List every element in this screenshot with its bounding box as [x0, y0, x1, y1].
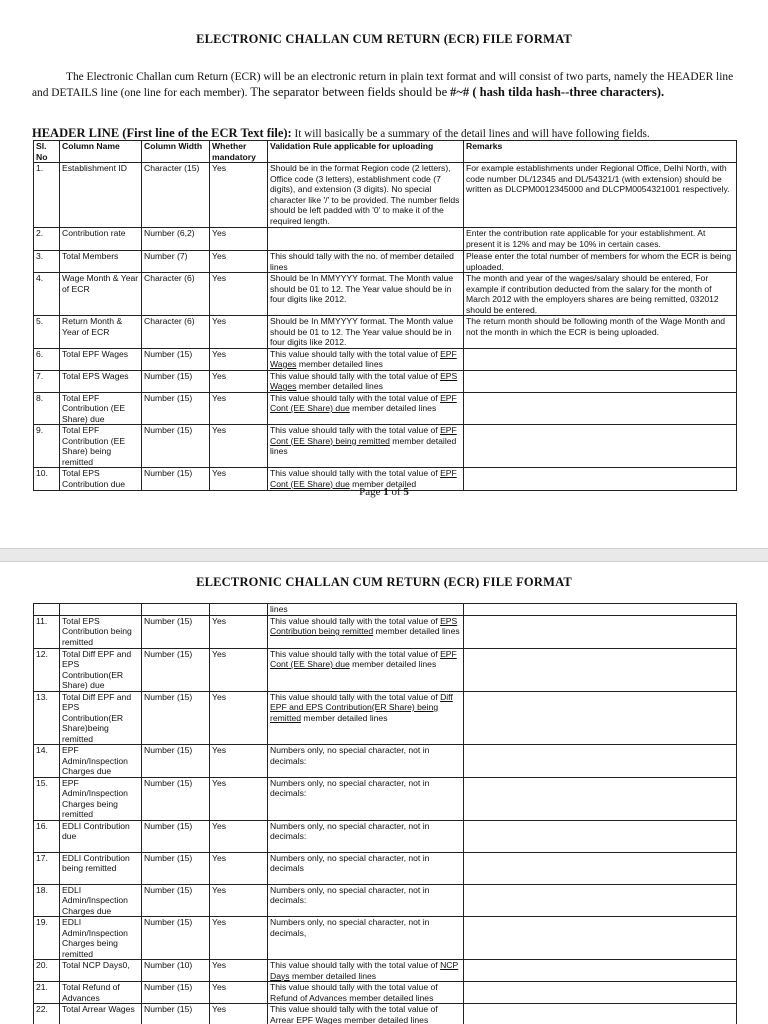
cell-sl: 16.: [34, 820, 60, 852]
column-header-column-width: Column Width: [142, 141, 210, 163]
cell-mandatory: Yes: [210, 884, 268, 917]
rule-text-end: member detailed lines: [301, 712, 388, 723]
rule-field-ref: EPF Wages: [270, 348, 457, 369]
cell-rule: [268, 691, 464, 745]
page-title: ELECTRONIC CHALLAN CUM RETURN (ECR) FILE FORMAT: [196, 32, 572, 46]
table-row: [34, 425, 737, 468]
cell-mandatory: Yes: [210, 273, 268, 316]
cell-name: EDLI Contribution due: [60, 820, 142, 852]
cell-name: Total EPS Contribution being remitted: [60, 615, 142, 648]
rule-text-end: member detailed lines: [373, 626, 460, 636]
cell-sl: 7.: [34, 370, 60, 392]
rule-field-ref: EPF Cont (EE Share) due: [270, 392, 457, 413]
cell-rule: [268, 370, 464, 392]
cell-mandatory: Yes: [210, 960, 268, 982]
rule-field-ref: Arrear EPF Wages: [270, 1014, 342, 1024]
page-of: of: [391, 486, 401, 498]
cell-remarks: [464, 745, 737, 778]
cell-name: Total Members: [60, 251, 142, 273]
rule-field-ref: Diff EPF and EPS Contribution(ER Share) being remitted: [270, 691, 453, 723]
cell-remarks: [464, 820, 737, 852]
cell-sl: 21.: [34, 982, 60, 1004]
intro-paragraph: [32, 70, 737, 101]
cell-sl: 18.: [34, 884, 60, 917]
page-title: ELECTRONIC CHALLAN CUM RETURN (ECR) FILE FORMAT: [196, 575, 572, 589]
cell-rule: [268, 392, 464, 425]
cell-rule: Should be In MMYYYY format. The Month value should be 01 to 12. The Year value should be in four digits like 2012.: [268, 273, 464, 316]
rule-text: This value should tally with the total value of: [270, 648, 441, 659]
cell-name: Contribution rate: [60, 228, 142, 251]
cell-sl: 22.: [34, 1004, 60, 1024]
cell-sl: 2.: [34, 228, 60, 251]
cell-width: Number (15): [142, 884, 210, 917]
cell-sl: 3.: [34, 251, 60, 273]
cell-mandatory: Yes: [210, 1004, 268, 1024]
document-page-2: [0, 562, 768, 1024]
cell-rule: This should tally with the no. of member detailed lines: [268, 251, 464, 273]
cell-sl: 15.: [34, 777, 60, 820]
cell-rule: [268, 648, 464, 691]
rule-text: This value should tally with the total value of: [270, 1004, 438, 1014]
cell-name: Total Diff EPF and EPS Contribution(ER Share) due: [60, 648, 142, 691]
cell-remarks: [464, 982, 737, 1004]
cell-width: Number (15): [142, 820, 210, 852]
cell-rule: lines: [268, 604, 464, 616]
rule-field-ref: EPF Cont (EE Share) due: [270, 468, 457, 489]
cell-width: Number (15): [142, 917, 210, 960]
cell-mandatory: Yes: [210, 228, 268, 251]
cell-width: Number (15): [142, 425, 210, 468]
cell-remarks: The month and year of the wages/salary should be entered, For example if contribution deducted from the salary for the month of March 2012 with the employers shares are being remitted, 032012 should be entered.: [464, 273, 737, 316]
cell-mandatory: Yes: [210, 648, 268, 691]
cell-mandatory: Yes: [210, 316, 268, 349]
cell-name: Total Diff EPF and EPS Contribution(ER Share)being remitted: [60, 691, 142, 745]
table-row: [34, 691, 737, 745]
cell-rule: [268, 960, 464, 982]
page-label: Page: [359, 486, 381, 498]
cell-name: Establishment ID: [60, 163, 142, 228]
cell-rule: Numbers only, no special character, not in decimals: [268, 852, 464, 884]
cell-name: Total Refund of Advances: [60, 982, 142, 1004]
cell-sl: 4.: [34, 273, 60, 316]
cell-sl: 1.: [34, 163, 60, 228]
table-row: [34, 745, 737, 778]
intro-separator-value: #~# ( hash tilda hash--three characters).: [450, 85, 665, 99]
cell-remarks: [464, 370, 737, 392]
cell-width: Number (15): [142, 392, 210, 425]
table-row: [34, 960, 737, 982]
cell-sl: 8.: [34, 392, 60, 425]
cell-mandatory: Yes: [210, 251, 268, 273]
cell-rule: [268, 228, 464, 251]
cell-name: EDLI Admin/Inspection Charges due: [60, 884, 142, 917]
cell-width: Character (15): [142, 163, 210, 228]
cell-name: EPF Admin/Inspection Charges being remitted: [60, 777, 142, 820]
page-number: [0, 486, 768, 498]
cell-remarks: [464, 648, 737, 691]
rule-text-end: member detailed lines: [270, 435, 457, 456]
cell-sl: 5.: [34, 316, 60, 349]
cell-name: Total EPF Wages: [60, 348, 142, 370]
cell-remarks: [464, 392, 737, 425]
cell-width: Number (15): [142, 852, 210, 884]
cell-rule: Numbers only, no special character, not in decimals:: [268, 745, 464, 778]
cell-mandatory: Yes: [210, 370, 268, 392]
cell-mandatory: Yes: [210, 982, 268, 1004]
table-row: [34, 370, 737, 392]
table-row: [34, 917, 737, 960]
table-row: [34, 1004, 737, 1024]
cell-rule: [268, 348, 464, 370]
rule-text-end: member detailed lines: [289, 970, 377, 981]
column-header-validation-rule: Validation Rule applicable for uploading: [268, 141, 464, 163]
table-header-row: [34, 141, 737, 163]
rule-text-end: member detailed lines: [349, 403, 437, 413]
cell-name: Total EPF Contribution (EE Share) due: [60, 392, 142, 425]
rule-field-ref: EPF Cont (EE Share) being remitted: [270, 425, 457, 446]
table-row: [34, 852, 737, 884]
cell-name: Total EPS Wages: [60, 370, 142, 392]
cell-remarks: [464, 425, 737, 468]
rule-text-end: member detailed lines: [349, 659, 437, 669]
rule-text-end: member detailed lines: [296, 359, 383, 369]
header-fields-table: [33, 140, 737, 491]
table-row: [34, 982, 737, 1004]
cell-mandatory: Yes: [210, 615, 268, 648]
cell-width: Number (15): [142, 691, 210, 745]
rule-field-ref: EPF Cont (EE Share) due: [270, 648, 457, 669]
rule-text: This value should tally with the total value of: [270, 348, 441, 359]
table-row: [34, 648, 737, 691]
cell-name: EDLI Contribution being remitted: [60, 852, 142, 884]
rule-text: This value should tally with the total value of: [270, 468, 441, 478]
table-row: [34, 163, 737, 228]
cell-name: Return Month & Year of ECR: [60, 316, 142, 349]
cell-mandatory: Yes: [210, 468, 268, 491]
rule-text-end: member detailed lines: [296, 381, 383, 391]
header-line-heading-rest: It will basically be a summary of the detail lines and will have following fields.: [294, 128, 650, 140]
cell-remarks: Enter the contribution rate applicable for your establishment. At present it is 12% and may be 10% in certain cases.: [464, 228, 737, 251]
table-row: [34, 392, 737, 425]
rule-text-end: member detailed lines: [341, 1014, 429, 1024]
cell-name: Total NCP Days0,: [60, 960, 142, 982]
column-header-column-name: Column Name: [60, 141, 142, 163]
cell-mandatory: Yes: [210, 425, 268, 468]
cell-width: Number (15): [142, 745, 210, 778]
page-total: 5: [403, 486, 409, 498]
cell-remarks: [464, 884, 737, 917]
cell-remarks: For example establishments under Regional Office, Delhi North, with code number DL/12345 and DL/54321/1 (with extension) should be written as DLCPM0012345000 and DLCPM0054321001 respectively.: [464, 163, 737, 228]
cell-rule: Numbers only, no special character, not in decimals:: [268, 884, 464, 917]
cell-remarks: [464, 960, 737, 982]
rule-text: This value should tally with the total value of: [270, 960, 441, 970]
header-fields-table-continued: [33, 603, 737, 1024]
cell-mandatory: Yes: [210, 777, 268, 820]
rule-field-ref: NCP Days: [270, 960, 459, 981]
column-header-remarks: Remarks: [464, 141, 737, 163]
table-row: [34, 251, 737, 273]
rule-text: This value should tally with the total value of: [270, 425, 441, 435]
cell-rule: This value should tally with the total value of Refund of Advances member detailed lines: [268, 982, 464, 1004]
cell-remarks: [464, 1004, 737, 1024]
rule-field-ref: EPS Wages: [270, 370, 458, 391]
cell-rule: [268, 615, 464, 648]
table-row: [34, 316, 737, 349]
cell-sl: 17.: [34, 852, 60, 884]
rule-text: This value should tally with the total value of: [270, 691, 441, 702]
cell-width: Number (15): [142, 1004, 210, 1024]
cell-remarks: [464, 615, 737, 648]
rule-text: This value should tally with the total value of: [270, 392, 441, 403]
cell-rule: [268, 1004, 464, 1024]
cell-name: Total EPS Contribution due: [60, 468, 142, 491]
intro-separator-text: The separator between fields should be: [250, 85, 448, 99]
cell-rule: Numbers only, no special character, not in decimals,: [268, 917, 464, 960]
cell-sl: 12.: [34, 648, 60, 691]
cell-width: Number (15): [142, 348, 210, 370]
cell-mandatory: Yes: [210, 392, 268, 425]
cell-rule: Numbers only, no special character, not in decimals:: [268, 820, 464, 852]
table-row-continuation: [34, 604, 737, 616]
cell-mandatory: Yes: [210, 820, 268, 852]
cell-remarks: [464, 917, 737, 960]
header-line-heading: [32, 126, 752, 141]
cell-sl: 19.: [34, 917, 60, 960]
page-current: 1: [383, 486, 389, 498]
column-header-mandatory: Whether mandatory: [210, 141, 268, 163]
cell-width: Number (15): [142, 648, 210, 691]
cell-mandatory: Yes: [210, 852, 268, 884]
cell-width: Character (6): [142, 316, 210, 349]
cell-rule: Should be In MMYYYY format. The Month value should be 01 to 12. The Year value should be in four digits like 2012.: [268, 316, 464, 349]
cell-remarks: [464, 691, 737, 745]
cell-sl: 11.: [34, 615, 60, 648]
cell-width: Number (7): [142, 251, 210, 273]
cell-name: Total EPF Contribution (EE Share) being remitted: [60, 425, 142, 468]
cell-sl: 14.: [34, 745, 60, 778]
cell-remarks: Please enter the total number of members for whom the ECR is being uploaded.: [464, 251, 737, 273]
column-header-sl-no: Sl. No: [34, 141, 60, 163]
cell-mandatory: Yes: [210, 163, 268, 228]
cell-width: Number (15): [142, 615, 210, 648]
cell-mandatory: Yes: [210, 348, 268, 370]
cell-name: Wage Month & Year of ECR: [60, 273, 142, 316]
table-row: [34, 228, 737, 251]
cell-width: Number (15): [142, 468, 210, 491]
table-row: [34, 615, 737, 648]
cell-remarks: [464, 777, 737, 820]
cell-sl: 13.: [34, 691, 60, 745]
cell-sl: 9.: [34, 425, 60, 468]
cell-width: Number (15): [142, 982, 210, 1004]
cell-width: Character (6): [142, 273, 210, 316]
cell-remarks: [464, 348, 737, 370]
cell-remarks: The return month should be following month of the Wage Month and not the month in which the ECR is being uploaded.: [464, 316, 737, 349]
cell-width: Number (6,2): [142, 228, 210, 251]
cell-width: Number (10): [142, 960, 210, 982]
cell-width: Number (15): [142, 777, 210, 820]
table-row: [34, 884, 737, 917]
rule-field-ref: EPS Contribution being remitted: [270, 615, 458, 636]
cell-rule: Numbers only, no special character, not in decimals:: [268, 777, 464, 820]
cell-rule: Should be in the format Region code (2 letters), Office code (3 letters), establishment code (7 digits), and extension (3 digits). No special character like '/' to be provided. The number fields should be left padded with '0' to make it of the required length.: [268, 163, 464, 228]
cell-sl: 20.: [34, 960, 60, 982]
table-row: [34, 348, 737, 370]
page-separator: [0, 548, 768, 562]
rule-text: This value should tally with the total value of: [270, 615, 441, 626]
cell-name: EPF Admin/Inspection Charges due: [60, 745, 142, 778]
table-row: [34, 777, 737, 820]
cell-rule: [268, 425, 464, 468]
rule-text: This value should tally with the total value of: [270, 370, 441, 381]
cell-mandatory: Yes: [210, 691, 268, 745]
cell-sl: 6.: [34, 348, 60, 370]
cell-name: EDLI Admin/Inspection Charges being remitted: [60, 917, 142, 960]
table-row: [34, 273, 737, 316]
cell-remarks: [464, 852, 737, 884]
cell-mandatory: Yes: [210, 745, 268, 778]
cell-sl: 10.: [34, 468, 60, 491]
rule-text-end: member detailed: [349, 478, 417, 489]
table-row: [34, 820, 737, 852]
header-line-heading-bold: HEADER LINE (First line of the ECR Text file):: [32, 126, 292, 140]
cell-mandatory: Yes: [210, 917, 268, 960]
intro-text: The Electronic Challan cum Return (ECR) will be an electronic return in plain text format and will consist of two parts, namely the HEADER line and DETAILS line (one line for each member).: [32, 71, 734, 99]
cell-width: Number (15): [142, 370, 210, 392]
cell-name: Total Arrear Wages: [60, 1004, 142, 1024]
